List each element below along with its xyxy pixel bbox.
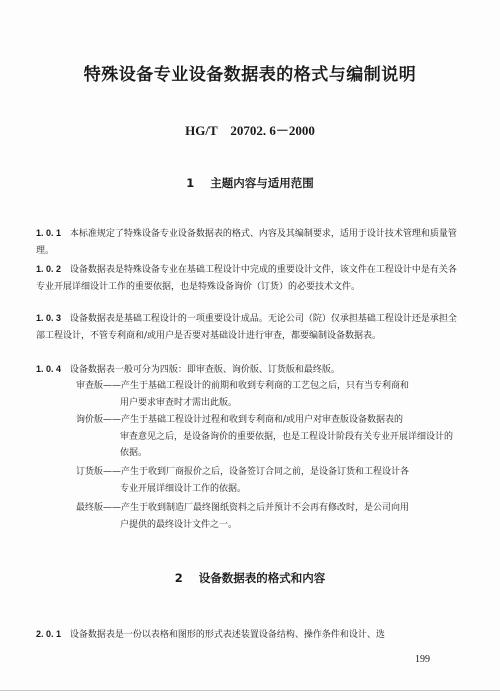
clause-text: 本标准规定了特殊设备专业设备数据表的格式、内容及其编制要求，适用于设计技术管理和质量管理。 [36, 229, 457, 256]
version-inquiry [76, 412, 456, 462]
paragraph-1-0-1 [36, 225, 460, 260]
clause-text: 设备数据表是基础工程设计的一项重要设计成品。无论公司（院）仅承担基础工程设计还是承担全部工程设计，不管专利商和/或用户是否要对基础设计进行审查，都要编制设备数据表。 [36, 314, 457, 341]
section-number: 2 [174, 571, 183, 585]
version-text: 产生于收到制造厂最终图纸资料之后并预计不会再有修改时，是公司向用 [121, 503, 410, 513]
paragraph-1-0-3 [36, 310, 460, 345]
section-number: 1 [186, 176, 195, 190]
version-label: 最终版—— [76, 503, 122, 513]
version-order [76, 464, 456, 497]
page-bottom-edge [0, 690, 500, 691]
document-title: 特殊设备专业设备数据表的格式与编制说明 [83, 65, 417, 85]
clause-number: 1. 0. 3 [36, 313, 62, 323]
paragraph-1-0-2 [36, 261, 460, 296]
section-2-heading [0, 570, 500, 586]
clause-number: 1. 0. 4 [36, 364, 62, 374]
version-text: 产生于基础工程设计的前期和收到专利商的工艺包之后，只有当专利商和 [121, 381, 410, 391]
version-text-continued: 专业开展详细设计工作的依据。 [120, 483, 247, 494]
version-label: 询价版—— [76, 415, 122, 425]
version-review [76, 378, 456, 411]
page-number: 199 [415, 654, 430, 665]
clause-number: 1. 0. 2 [36, 264, 62, 274]
section-title: 设备数据表的格式和内容 [198, 571, 326, 585]
clause-number: 2. 0. 1 [36, 629, 62, 639]
standard-code: HG/T 20702. 6－2000 [185, 123, 315, 138]
version-text-continued: 审查意见之后，是设备询价的重要依据，也是工程设计阶段有关专业开展详细设计的依据。 [120, 431, 454, 458]
section-title: 主题内容与适用范围 [210, 176, 314, 190]
version-text-continued: 户提供的最终设计文件之一。 [120, 519, 238, 530]
version-label: 审查版—— [76, 381, 122, 391]
version-text: 产生于收到厂商报价之后，设备签订合同之前，是设备订货和工程设计各 [121, 467, 410, 477]
paragraph-2-0-1 [36, 626, 466, 644]
version-final [76, 500, 456, 533]
clause-number: 1. 0. 1 [36, 228, 62, 238]
section-1-heading [0, 175, 500, 191]
version-label: 订货版—— [76, 467, 122, 477]
clause-text: 设备数据表是特殊设备专业在基础工程设计中完成的重要设计文件，该文件在工程设计中是有关各专业开展详细设计工作的重要依据，也是特殊设备询价（订货）的必要技术文件。 [36, 265, 457, 292]
version-text: 产生于基础工程设计过程和收到专利商和/或用户对审查版设备数据表的 [121, 415, 404, 425]
version-text-continued: 用户要求审查时才需出此版。 [120, 397, 238, 408]
paragraph-1-0-4 [36, 361, 460, 379]
clause-text: 设备数据表是一份以表格和图形的形式表述装置设备结构、操作条件和设计、选 [69, 630, 385, 640]
clause-text: 设备数据表一般可分为四版：即审查版、询价版、订货版和最终版。 [69, 365, 340, 375]
